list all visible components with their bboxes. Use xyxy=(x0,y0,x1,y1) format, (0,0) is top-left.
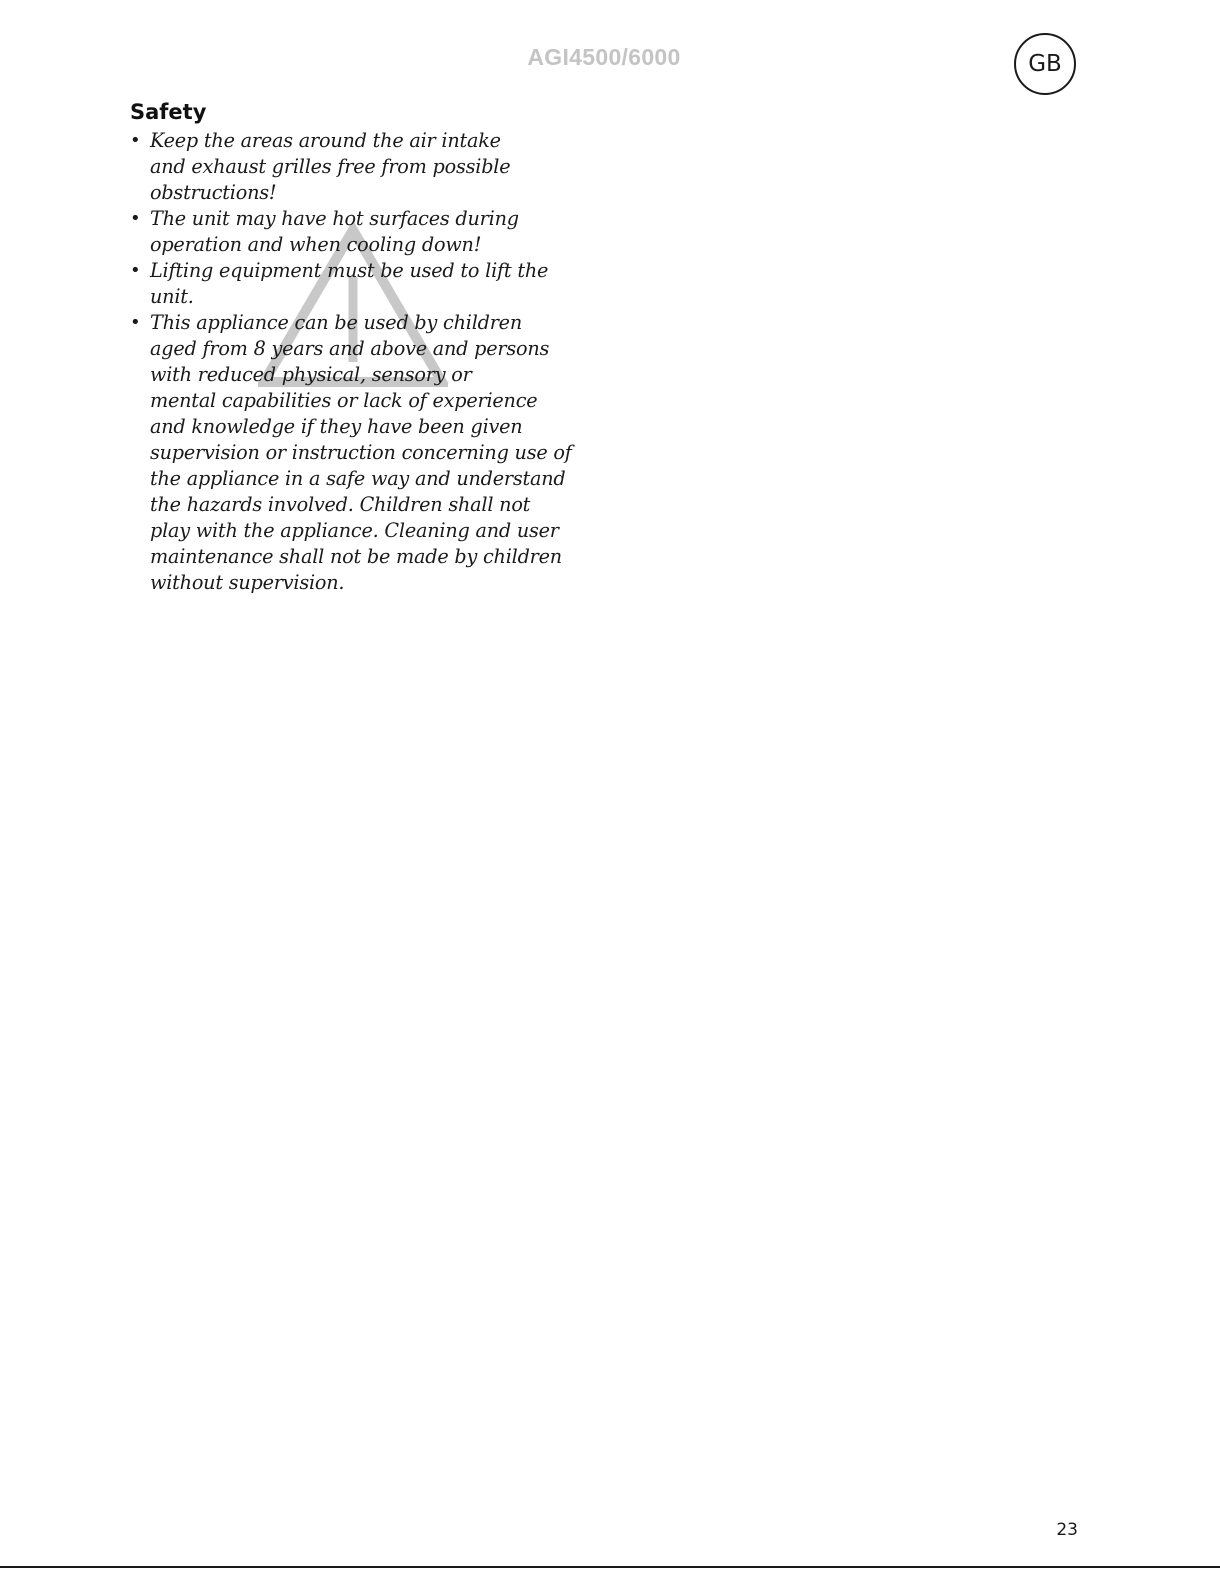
safety-item xyxy=(130,310,610,596)
item-line: supervision or instruction concerning use of xyxy=(150,441,572,464)
item-line: mental capabilities or lack of experience xyxy=(150,389,538,412)
item-line: The unit may have hot surfaces during xyxy=(150,207,519,230)
bullet: • xyxy=(130,208,141,229)
model-header: AGI4500/6000 xyxy=(527,44,681,70)
item-line: play with the appliance. Cleaning and user xyxy=(150,519,559,542)
safety-item xyxy=(130,258,610,310)
item-line: unit. xyxy=(150,285,194,308)
item-line: Keep the areas around the air intake xyxy=(150,129,501,152)
safety-list xyxy=(130,128,610,596)
item-line: obstructions! xyxy=(150,181,277,204)
safety-item xyxy=(130,128,610,206)
item-line: the hazards involved. Children shall not xyxy=(150,493,531,516)
section-title: Safety xyxy=(130,100,207,124)
page-number: 23 xyxy=(1056,1520,1078,1540)
item-line: the appliance in a safe way and understand xyxy=(150,467,566,490)
item-line: without supervision. xyxy=(150,571,345,594)
bullet: • xyxy=(130,130,141,151)
item-line: operation and when cooling down! xyxy=(150,233,482,256)
safety-item xyxy=(130,206,610,258)
item-line: and knowledge if they have been given xyxy=(150,415,523,438)
item-line: maintenance shall not be made by children xyxy=(150,545,562,568)
item-line: Lifting equipment must be used to lift the xyxy=(150,259,549,282)
item-line: This appliance can be used by children xyxy=(150,311,522,334)
safety-section xyxy=(130,100,610,596)
bullet: • xyxy=(130,260,141,281)
language-badge: GB xyxy=(1014,33,1076,95)
item-line: with reduced physical, sensory or xyxy=(150,363,472,386)
bottom-rule xyxy=(0,1566,1220,1568)
item-line: and exhaust grilles free from possible xyxy=(150,155,511,178)
item-line: aged from 8 years and above and persons xyxy=(150,337,550,360)
bullet: • xyxy=(130,312,141,333)
